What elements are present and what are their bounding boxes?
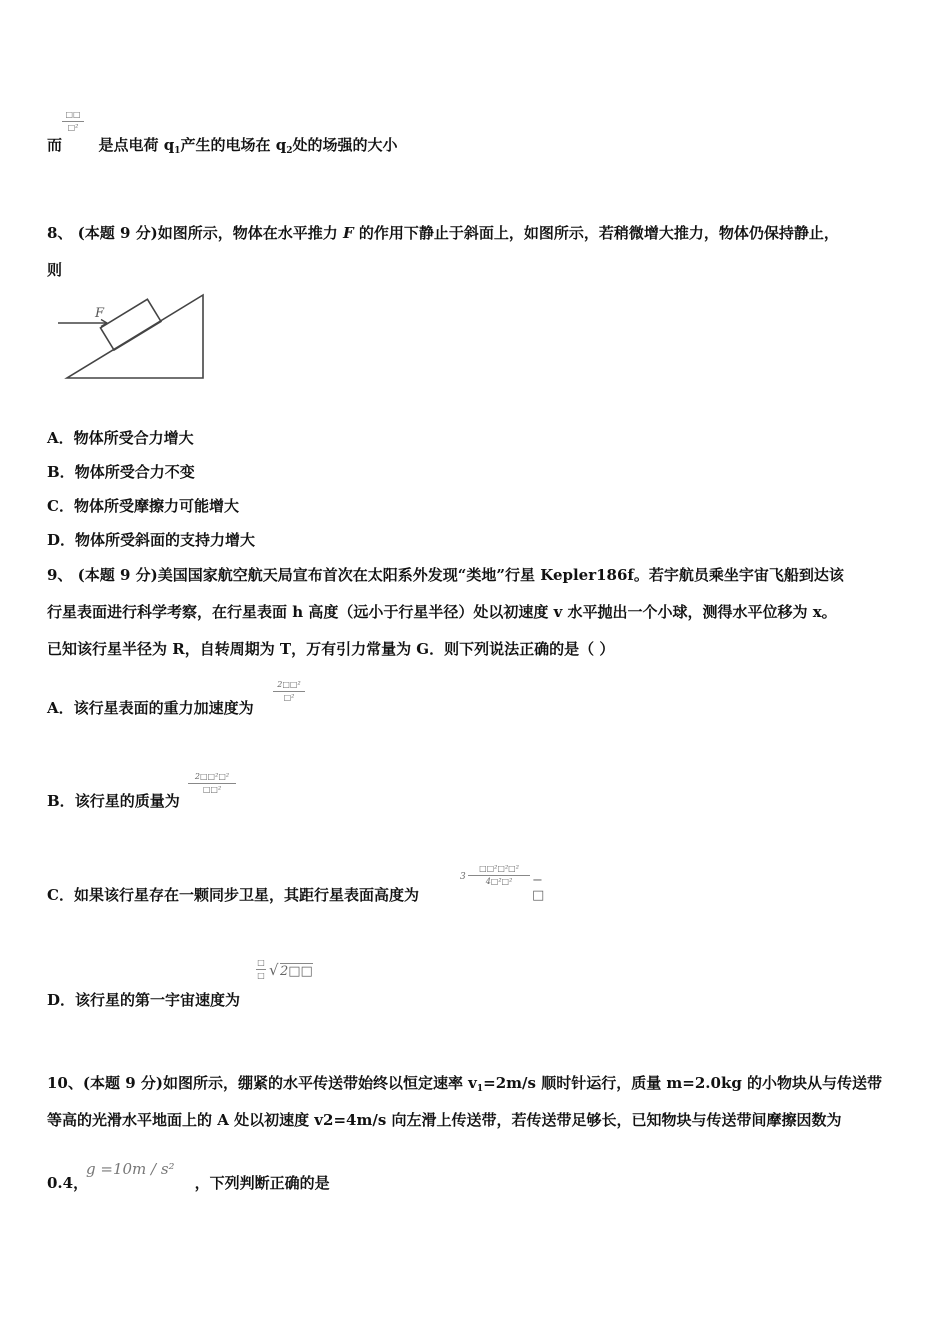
q9-c-formula: 3 □□²□²□² 4□²□² − □ bbox=[460, 864, 545, 903]
q9-option-b[interactable]: B．该行星的质量为 bbox=[47, 792, 180, 810]
q10-g-formula: g =10m / s² bbox=[86, 1160, 175, 1178]
block bbox=[100, 299, 160, 350]
q9-b-formula: 2□□²□² □□² bbox=[188, 772, 236, 795]
top-line: 而 是点电荷 $q_1$产生的电场在 $q_2$处的场强的大小 bbox=[47, 136, 398, 156]
q10-stem-line1: 10、(本题 9 分)如图所示，绷紧的水平传送带始终以恒定速率 $v_1=2m/s$ 顺时针运行，质量 m=2.0kg 的小物块从与传送带 bbox=[47, 1074, 883, 1094]
q10-stem-line2: 等高的光滑水平地面上的 A 处以初速度 v2=4m/s 向左滑上传送带，若传送带足够长，已知物块与传送带间摩擦因数为 bbox=[47, 1111, 842, 1129]
q8-option-a[interactable]: A．物体所受合力增大 bbox=[47, 429, 194, 447]
q8-stem-line1: 8、 (本题 9 分)如图所示，物体在水平推力 F 的作用下静止于斜面上，如图所示，若稍微增大推力，物体仍保持静止， bbox=[47, 224, 839, 242]
q8-stem-line2: 则 bbox=[47, 261, 63, 279]
q9-d-formula: □ □ √ 2□□ bbox=[257, 958, 313, 980]
q9-option-a[interactable]: A．该行星表面的重力加速度为 bbox=[47, 699, 254, 717]
q8-option-c[interactable]: C．物体所受摩擦力可能增大 bbox=[47, 497, 239, 515]
top-formula: □□ □² bbox=[62, 110, 84, 133]
q8-option-d[interactable]: D．物体所受斜面的支持力增大 bbox=[47, 531, 256, 549]
q9-a-formula: 2□□² □² bbox=[273, 680, 305, 703]
q9-option-c[interactable]: C．如果该行星存在一颗同步卫星，其距行星表面高度为 bbox=[47, 886, 419, 904]
q8-option-b[interactable]: B．物体所受合力不变 bbox=[47, 463, 195, 481]
q9-option-d[interactable]: D．该行星的第一宇宙速度为 bbox=[47, 991, 241, 1009]
force-label: F bbox=[95, 306, 105, 321]
q9-stem-line3: 已知该行星半径为 R，自转周期为 T，万有引力常量为 G．则下列说法正确的是（ ） bbox=[47, 640, 615, 658]
q9-stem-line2: 行星表面进行科学考察，在行星表面 h 高度（远小于行星半径）处以初速度 v 水平抛出一个小球，测得水平位移为 x。 bbox=[47, 603, 837, 621]
q8-incline-figure bbox=[55, 290, 210, 382]
q10-stem-line3: 0.4， ，下列判断正确的是 bbox=[47, 1174, 330, 1192]
q9-stem-line1: 9、 (本题 9 分)美国国家航空航天局宣布首次在太阳系外发现“类地”行星 Kepler186f。若宇航员乘坐宇宙飞船到达该 bbox=[47, 566, 844, 584]
